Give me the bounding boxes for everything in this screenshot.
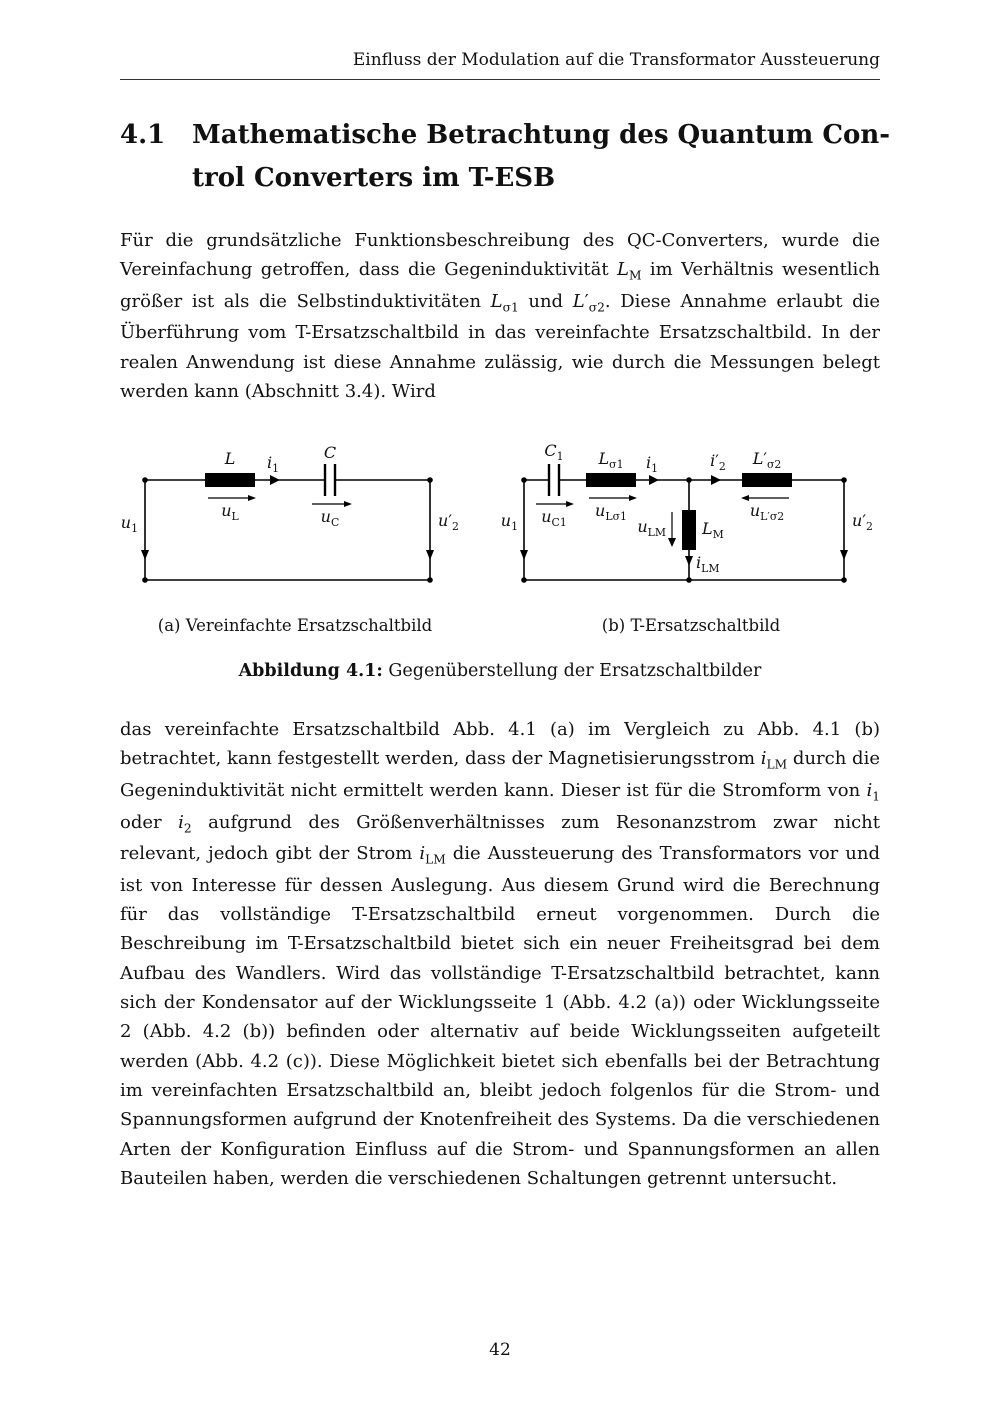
label-inductor-LM-text: $L_M$ [702,519,724,542]
voltage-arrowheads [566,495,749,507]
label-voltage-uLsigma2: $u_{L'\sigma 2}$ [749,501,785,524]
label-voltage-uL: $u_L$ [221,501,239,524]
label-voltage-u1: $u_1$ [120,513,138,536]
section-heading [120,114,891,200]
label-current-i2: $i'_2$ [710,451,726,474]
inductor-Lsigma2 [742,473,792,487]
subfigure-a-caption: (a) Vereinfachte Ersatzschaltbild [157,616,433,636]
running-header [120,50,880,80]
label-current-i1: $i_1$ [266,453,280,476]
node-dots [142,477,433,583]
circuit-b [500,441,880,600]
label-voltage-u2: $u'_2$ [852,511,873,534]
subfigure-a [120,443,470,636]
label-voltage-uC: $u_C$ [320,507,340,530]
running-header-text: Einfluss der Modulation auf die Transformator Aussteuerung [352,50,880,70]
label-voltage-u1: $u_1$ [500,511,518,534]
figure-row [120,441,880,636]
figure-caption-label: Abbildung 4.1: [238,661,383,682]
label-voltage-uC1: $u_{C1}$ [541,507,567,530]
label-inductor-Lsigma1: $L_{\sigma 1}$ [598,449,624,472]
section-number: 4.1 [120,120,166,150]
label-voltage-uLsigma1: $u_{L\sigma 1}$ [595,501,627,524]
label-inductor-L: L [224,449,236,469]
inductor-LM [682,510,696,550]
label-current-iLM: $i_{LM}$ [696,553,720,576]
inductor-Lsigma1 [586,473,636,487]
page-number: 42 [489,1340,511,1360]
circuit-a [120,443,470,600]
label-voltage-uLM: $u_{LM}$ [637,517,666,540]
label-inductor-Lsigma2: $L'_{\sigma 2}$ [752,449,782,472]
label-current-i1: $i_1$ [645,453,659,476]
capacitor-C1 [549,464,559,496]
subfigure-b [500,441,880,636]
figure-4-1 [120,441,880,682]
figure-caption-text: Gegenüberstellung der Ersatzschaltbilder [382,661,762,682]
label-capacitor-C: C [323,443,337,463]
capacitor-C [325,464,335,496]
section-title-line-2: trol Converters im T-ESB [192,162,556,193]
current-arrowheads [141,475,434,560]
subfigure-b-caption: (b) T-Ersatzschaltbild [601,616,781,636]
circuit-a-svg [120,450,470,600]
figure-caption [120,661,880,681]
paragraph-2: das vereinfachte Ersatzschaltbild Abb. 4.1 (a) im Vergleich zu Abb. 4.1 (b) betrachtet, kann festgestellt werden, dass der Magnetisierungsstrom $i_{LM}$ durch die Gegeninduktivität nicht ermittelt werden kann. Dieser ist für die Stromform von $i_1$ oder $i_2$ aufgrund des Größenverhältnisses zum Resonanzstrom zwar nicht relevant, jedoch gibt der Strom $i_{LM}$ die Aussteuerung des Transformators vor und ist von Interesse für dessen Auslegung. Aus diesem Grund wird die Berechnung für das vollständige T-Ersatzschaltbild erneut vorgenommen. Durch die Beschreibung im T-Ersatzschaltbild bietet sich ein neuer Freiheitsgrad bei dem Aufbau des Wandlers. Wird das vollständige T-Ersatzschaltbild betrachtet, kann sich der Kondensator auf der Wicklungsseite 1 (Abb. 4.2 (a)) oder Wicklungsseite 2 (Abb. 4.2 (b)) befinden oder alternativ auf beide Wicklungsseiten aufgeteilt werden (Abb. 4.2 (c)). Diese Möglichkeit bietet sich ebenfalls bei der Betrachtung im vereinfachten Ersatzschaltbild an, bleibt jedoch folgenlos für die Strom- und Spannungsformen aufgrund der Knotenfreiheit des Systems. Da die verschiedenen Arten der Konfiguration Einfluss auf die Strom- und Spannungsformen an allen Bauteilen haben, werden die verschiedenen Schaltungen getrennt untersucht. [120,719,880,1189]
label-voltage-u2: $u'_2$ [438,511,459,534]
wires [145,480,430,580]
voltage-arrowheads [248,495,352,507]
paragraph-1: Für die grundsätzliche Funktionsbeschreibung des QC-Converters, wurde die Vereinfachung getroffen, dass die Gegeninduktivität $L_M$ im Verhältnis wesentlich größer ist als die Selbstinduktivitäten $L_{\sigma 1}$ und $L'_{\sigma 2}$. Diese Annahme erlaubt die Überführung vom T-Ersatzschaltbild in das vereinfachte Ersatzschaltbild. In der realen Anwendung ist diese Annahme zulässig, wie durch die Messungen belegt werden kann (Abschnitt 3.4). Wird [120,229,881,402]
label-capacitor-C1: $C_1$ [544,441,564,464]
section-title-line-1: Mathematische Betrachtung des Quantum Con- [192,120,891,150]
section-title [192,114,890,200]
inductor-L [205,473,255,487]
